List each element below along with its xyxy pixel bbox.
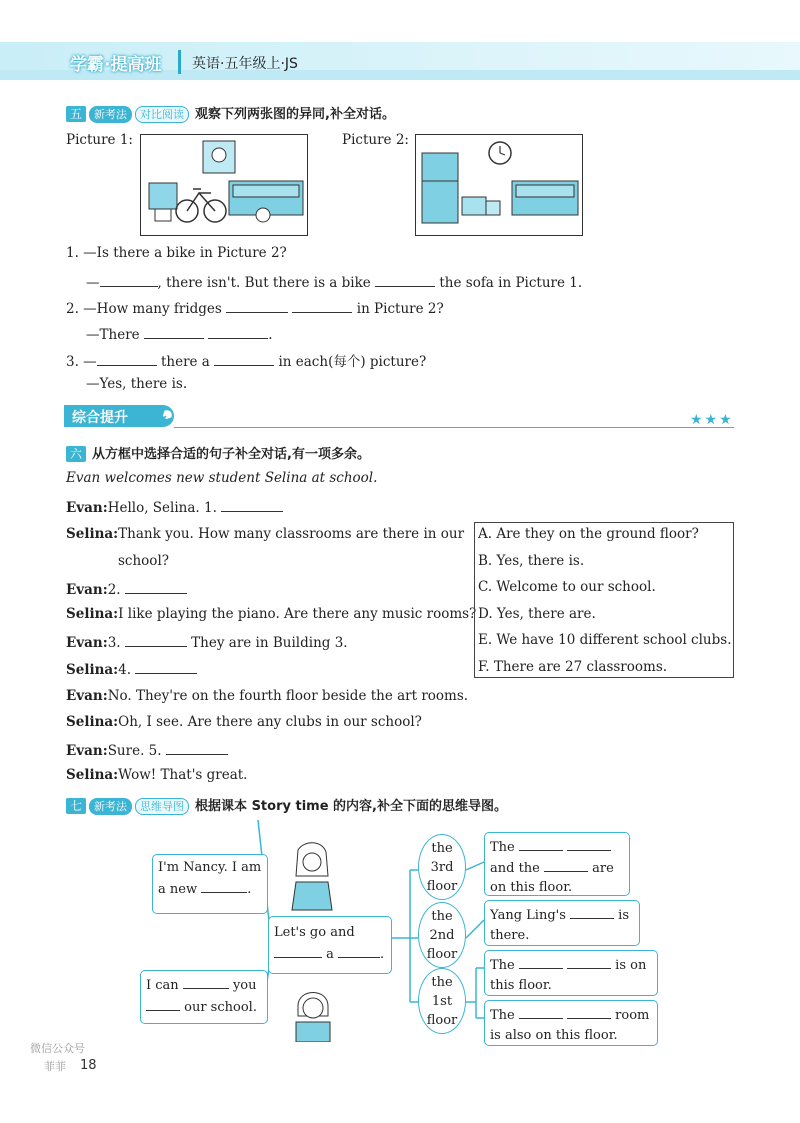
- section-divider: [174, 427, 734, 428]
- answer-blank[interactable]: [97, 351, 157, 366]
- answer-blank[interactable]: [125, 579, 187, 594]
- mindmap-connectors: [0, 820, 800, 1050]
- fridge: [422, 153, 458, 223]
- floor-1st-box-b: The room is also on this floor.: [484, 1000, 658, 1046]
- option-f: F. There are 27 classrooms.: [478, 659, 668, 675]
- dialog-line-5: Evan:3. They are in Building 3.: [66, 632, 348, 651]
- section-instruction: 观察下列两张图的异同,补全对话。: [195, 107, 395, 122]
- guide-illustration: [290, 986, 336, 1042]
- answer-blank[interactable]: [144, 324, 204, 339]
- answer-blank[interactable]: [567, 836, 611, 851]
- section-number: 五: [66, 106, 86, 122]
- answer-blank[interactable]: [221, 497, 283, 512]
- tag-type: 思维导图: [135, 798, 189, 815]
- bike-frame: [187, 189, 215, 211]
- answer-blank[interactable]: [100, 272, 158, 287]
- floor-3rd-box: The and the are on this floor.: [484, 832, 630, 896]
- sofa-back: [233, 185, 299, 197]
- answer-blank[interactable]: [214, 351, 274, 366]
- answer-blank[interactable]: [292, 298, 352, 313]
- tag-new: 新考法: [89, 106, 132, 123]
- dialog-line-9: Evan:Sure. 5.: [66, 740, 228, 759]
- tag-new: 新考法: [89, 798, 132, 815]
- answer-blank[interactable]: [544, 857, 588, 872]
- plant: [149, 183, 177, 209]
- center-box: Let's go and a .: [268, 916, 392, 974]
- q2-answer: —There .: [86, 324, 273, 343]
- dialog-intro: Evan welcomes new student Selina at school.: [66, 470, 378, 486]
- floor-2nd-box: Yang Ling's is there.: [484, 900, 640, 946]
- floor-3rd-oval: the 3rd floor: [418, 834, 466, 900]
- q3-answer: —Yes, there is.: [86, 376, 188, 392]
- section-instruction: 从方框中选择合适的句子补全对话,有一项多余。: [92, 447, 370, 462]
- plant-pot: [155, 209, 171, 221]
- answer-blank[interactable]: [519, 954, 563, 969]
- options-box: [474, 522, 734, 678]
- answer-blank[interactable]: [338, 943, 380, 958]
- answer-blank[interactable]: [183, 974, 229, 989]
- gift-box-1: [462, 197, 486, 215]
- q3-question: 3. — there a in each(每个) picture?: [66, 350, 426, 370]
- dialog-line-6: Selina:4.: [66, 659, 197, 678]
- rocket-icon: [156, 406, 176, 426]
- answer-blank[interactable]: [226, 298, 288, 313]
- dialog-line-10: Selina:Wow! That's great.: [66, 767, 248, 783]
- section7-heading: [66, 795, 507, 815]
- gift-box-2: [486, 201, 500, 215]
- answer-blank[interactable]: [201, 878, 247, 893]
- dialog-line-8: Selina:Oh, I see. Are there any clubs in our school?: [66, 714, 422, 730]
- difficulty-stars: ★★★: [690, 412, 734, 428]
- brand-title: 学霸·提高班: [70, 55, 162, 75]
- picture1: [140, 134, 308, 236]
- answer-blank[interactable]: [146, 996, 180, 1011]
- section6-heading: [66, 443, 370, 462]
- answer-blank[interactable]: [274, 943, 322, 958]
- watermark-line1: 微信公众号: [30, 1042, 85, 1055]
- tag-type: 对比阅读: [135, 106, 189, 123]
- nancy-box: I'm Nancy. I am a new .: [152, 854, 268, 914]
- answer-blank[interactable]: [375, 272, 435, 287]
- comprehensive-title: 综合提升: [72, 410, 128, 426]
- dialog-line-2b: school?: [118, 553, 169, 569]
- q1-answer: — , there isn't. But there is a bike the sofa in Picture 1.: [86, 272, 582, 291]
- section5-heading: [66, 103, 395, 123]
- q1-question: 1. —Is there a bike in Picture 2?: [66, 245, 287, 261]
- answer-blank[interactable]: [567, 954, 611, 969]
- answer-blank[interactable]: [166, 740, 228, 755]
- watermark-line2: 菲菲: [44, 1060, 66, 1073]
- floor-2nd-oval: the 2nd floor: [418, 902, 466, 968]
- floor-1st-box-a: The is on this floor.: [484, 950, 658, 996]
- dialog-line-7: Evan:No. They're on the fourth floor beside the art rooms.: [66, 688, 469, 704]
- picture1-label: Picture 1:: [66, 132, 133, 148]
- answer-blank[interactable]: [135, 659, 197, 674]
- header-divider: [178, 50, 181, 74]
- answer-blank[interactable]: [567, 1004, 611, 1019]
- football: [256, 208, 270, 222]
- guide-box: I can you our school.: [140, 970, 268, 1024]
- option-c: C. Welcome to our school.: [478, 579, 656, 595]
- nancy-illustration: [288, 842, 334, 912]
- option-b: B. Yes, there is.: [478, 553, 585, 569]
- answer-blank[interactable]: [125, 632, 187, 647]
- page-number: 18: [80, 1058, 97, 1073]
- answer-blank[interactable]: [570, 904, 614, 919]
- floor-1st-oval: the 1st floor: [418, 968, 466, 1034]
- sofa-back: [516, 185, 574, 197]
- section-instruction: 根据课本 Story time 的内容,补全下面的思维导图。: [195, 799, 507, 814]
- picture2: [415, 134, 583, 236]
- picture2-drawing: [416, 135, 582, 235]
- option-a: A. Are they on the ground floor?: [478, 526, 699, 542]
- option-e: E. We have 10 different school clubs.: [478, 632, 732, 648]
- dialog-line-2: Selina:Thank you. How many classrooms are there in our: [66, 526, 465, 542]
- answer-blank[interactable]: [519, 836, 563, 851]
- option-d: D. Yes, there are.: [478, 606, 596, 622]
- answer-blank[interactable]: [519, 1004, 563, 1019]
- dialog-line-3: Evan:2.: [66, 579, 187, 598]
- dialog-line-4: Selina:I like playing the piano. Are there any music rooms?: [66, 606, 477, 622]
- section-number: 七: [66, 798, 86, 814]
- portrait-face: [212, 148, 226, 162]
- answer-blank[interactable]: [208, 324, 268, 339]
- picture2-label: Picture 2:: [342, 132, 409, 148]
- section-number: 六: [66, 446, 86, 462]
- book-title: 英语·五年级上·JS: [192, 56, 298, 72]
- q2-question: 2. —How many fridges in Picture 2?: [66, 298, 444, 317]
- dialog-line-1: Evan:Hello, Selina. 1.: [66, 497, 283, 516]
- picture1-drawing: [141, 135, 307, 235]
